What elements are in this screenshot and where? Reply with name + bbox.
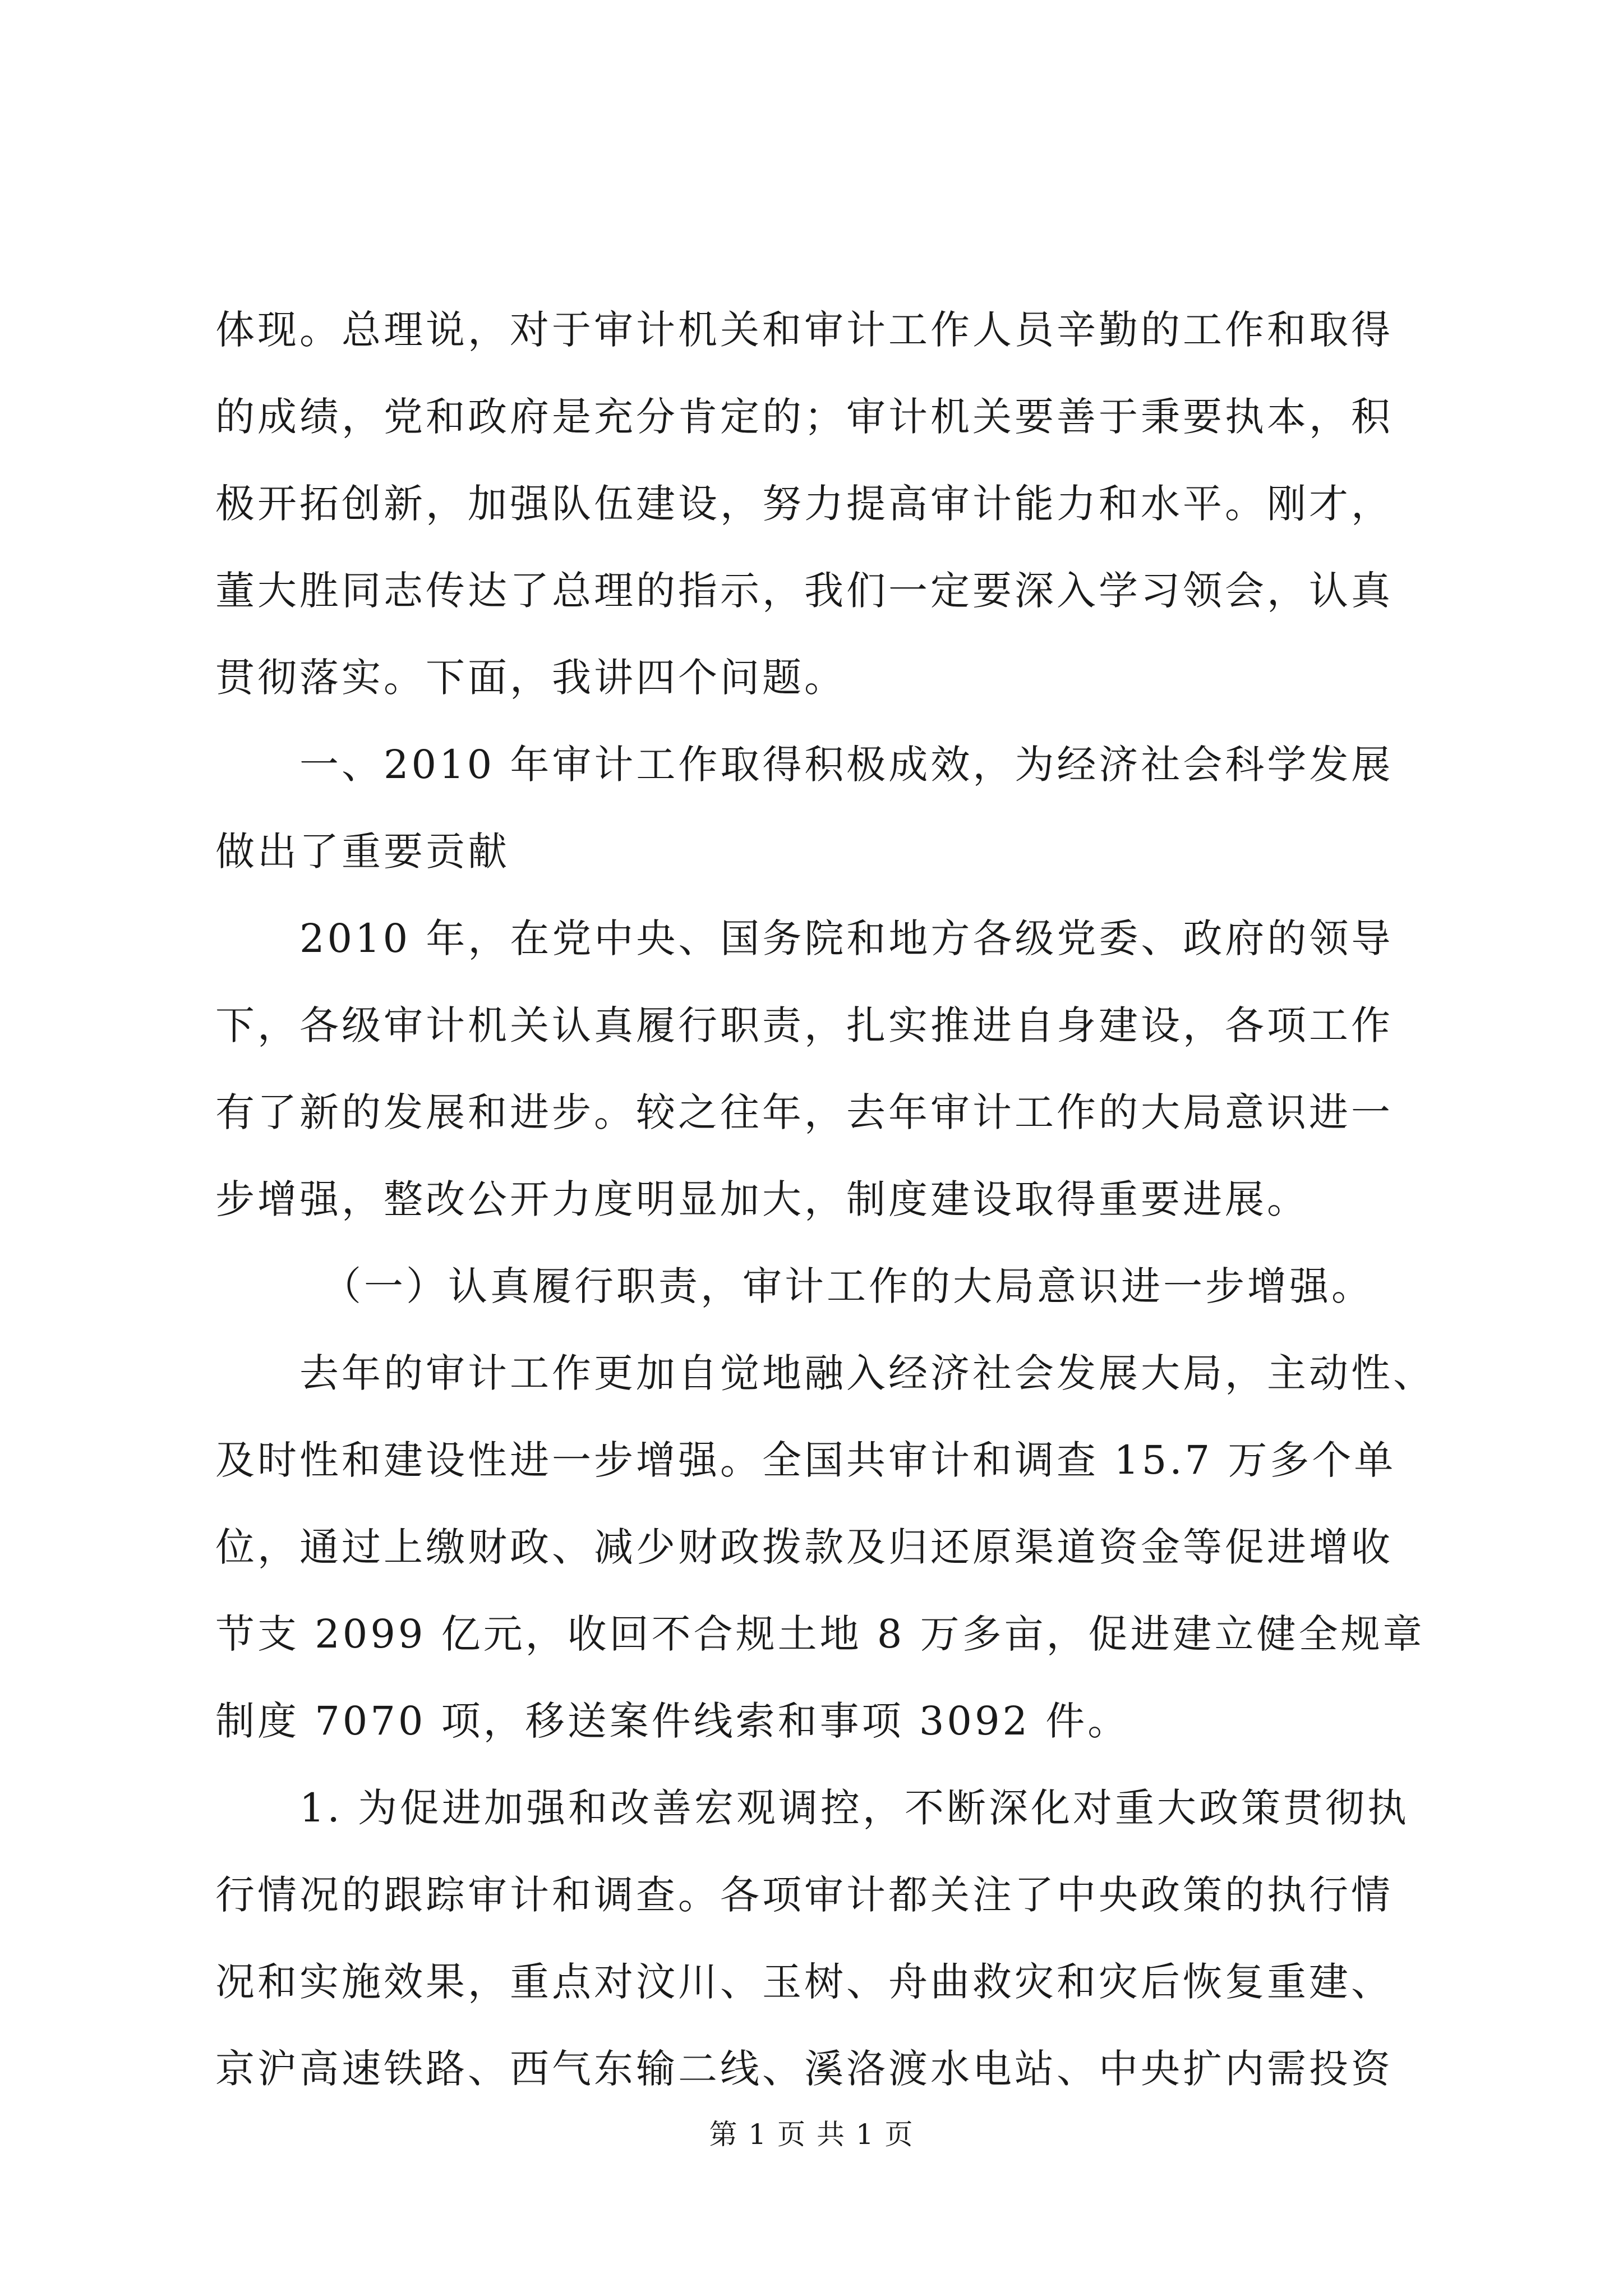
body-line-8: 2010 年，在党中央、国务院和地方各级党委、政府的领导 <box>299 915 1394 961</box>
body-line-5: 贯彻落实。下面，我讲四个问题。 <box>215 655 846 701</box>
body-line-10: 有了新的发展和进步。较之往年，去年审计工作的大局意识进一 <box>215 1089 1393 1135</box>
body-line-13: 去年的审计工作更加自觉地融入经济社会发展大局，主动性、 <box>299 1350 1435 1396</box>
section-heading-line-2: 做出了重要贡献 <box>215 829 510 875</box>
body-line-4: 董大胜同志传达了总理的指示，我们一定要深入学习领会，认真 <box>215 568 1393 614</box>
body-line-15: 位，通过上缴财政、减少财政拨款及归还原渠道资金等促进增收 <box>215 1524 1393 1570</box>
body-line-17: 制度 7070 项，移送案件线索和事项 3092 件。 <box>215 1698 1130 1744</box>
body-line-19: 行情况的跟踪审计和调查。各项审计都关注了中央政策的执行情 <box>215 1872 1393 1918</box>
body-line-3: 极开拓创新，加强队伍建设，努力提高审计能力和水平。刚才， <box>215 481 1393 527</box>
body-line-2: 的成绩，党和政府是充分肯定的；审计机关要善于秉要执本，积 <box>215 394 1393 440</box>
body-line-18: 1. 为促进加强和改善宏观调控，不断深化对重大政策贯彻执 <box>299 1785 1410 1831</box>
body-line-16: 节支 2099 亿元，收回不合规土地 8 万多亩，促进建立健全规章 <box>215 1611 1425 1657</box>
section-heading-line-1: 一、2010 年审计工作取得积极成效，为经济社会科学发展 <box>299 742 1394 788</box>
body-line-1: 体现。总理说，对于审计机关和审计工作人员辛勤的工作和取得 <box>215 307 1393 353</box>
body-line-9: 下，各级审计机关认真履行职责，扎实推进自身建设，各项工作 <box>215 1002 1393 1048</box>
body-line-14: 及时性和建设性进一步增强。全国共审计和调查 15.7 万多个单 <box>215 1437 1396 1483</box>
body-line-21: 京沪高速铁路、西气东输二线、溪洛渡水电站、中央扩内需投资 <box>215 2046 1393 2092</box>
page-footer: 第 1 页 共 1 页 <box>709 2118 914 2151</box>
body-line-11: 步增强，整改公开力度明显加大，制度建设取得重要进展。 <box>215 1176 1309 1222</box>
subsection-heading: （一）认真履行职责，审计工作的大局意识进一步增强。 <box>322 1263 1373 1309</box>
body-line-20: 况和实施效果，重点对汶川、玉树、舟曲救灾和灾后恢复重建、 <box>215 1959 1393 2005</box>
